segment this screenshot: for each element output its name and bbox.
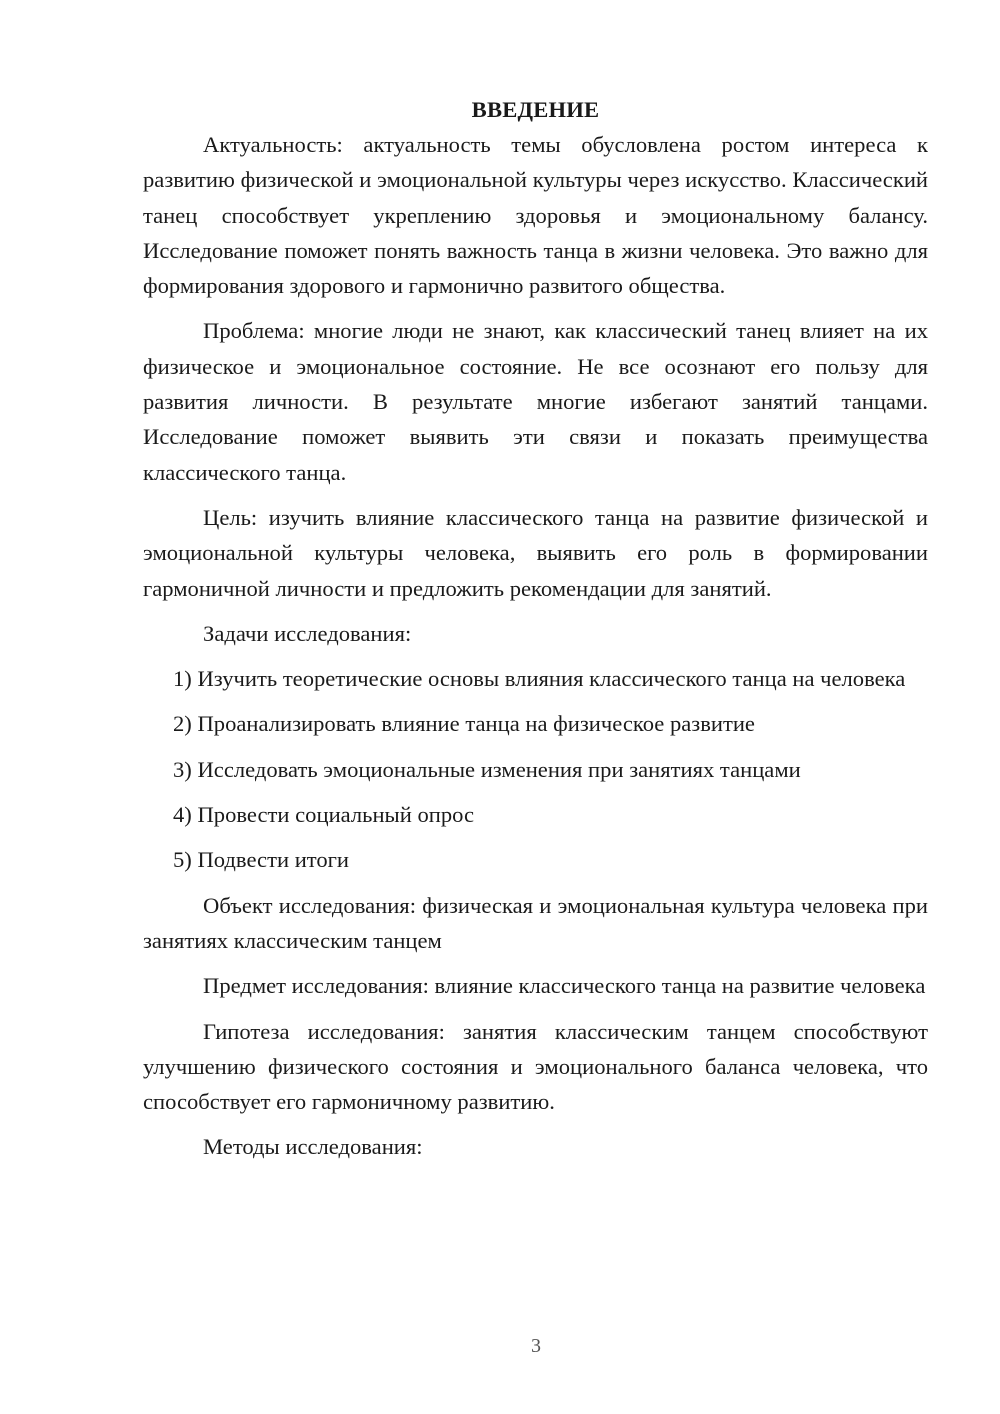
task-item-5: 5) Подвести итоги (173, 847, 350, 873)
task-item-1: 1) Изучить теоретические основы влияния классического танца на человека (173, 666, 906, 692)
hypothesis-paragraph: Гипотеза исследования: занятия классическим танцем способствуют улучшению физического состояния и эмоционального баланса человека, что способствует его гармоничному развитию. (143, 1018, 928, 1115)
task-item-4: 4) Провести социальный опрос (173, 802, 475, 828)
subject-paragraph: Предмет исследования: влияние классического танца на развитие человека (203, 973, 926, 999)
methods-heading: Методы исследования: (203, 1134, 423, 1160)
relevance-paragraph: Актуальность: актуальность темы обусловлена ростом интереса к развитию физической и эмоциональной культуры через искусство. Классический танец способствует укреплению здоровья и эмоциональному балансу. Исследование поможет понять важность танца в жизни человека. Это важно для формирования здорового и гармонично развитого общества. (143, 132, 928, 299)
object-paragraph: Объект исследования: физическая и эмоциональная культура человека при занятиях классическим танцем (143, 892, 928, 953)
tasks-heading: Задачи исследования: (203, 620, 412, 646)
page-content (143, 92, 928, 1175)
problem-paragraph: Проблема: многие люди не знают, как классический танец влияет на их физическое и эмоциональное состояние. Не все осознают его пользу для развития личности. В результате многие избегают занятий танцами. Исследование поможет выявить эти связи и показать преимущества классического танца. (143, 318, 928, 485)
page-number: 3 (531, 1335, 541, 1357)
goal-paragraph: Цель: изучить влияние классического танца на развитие физической и эмоциональной культуры человека, выявить его роль в формировании гармоничной личности и предложить рекомендации для занятий. (143, 504, 928, 601)
task-item-3: 3) Исследовать эмоциональные изменения при занятиях танцами (173, 756, 801, 782)
task-item-2: 2) Проанализировать влияние танца на физическое развитие (173, 711, 755, 737)
tasks-list (143, 661, 928, 877)
section-title: ВВЕДЕНИЕ (471, 97, 600, 122)
